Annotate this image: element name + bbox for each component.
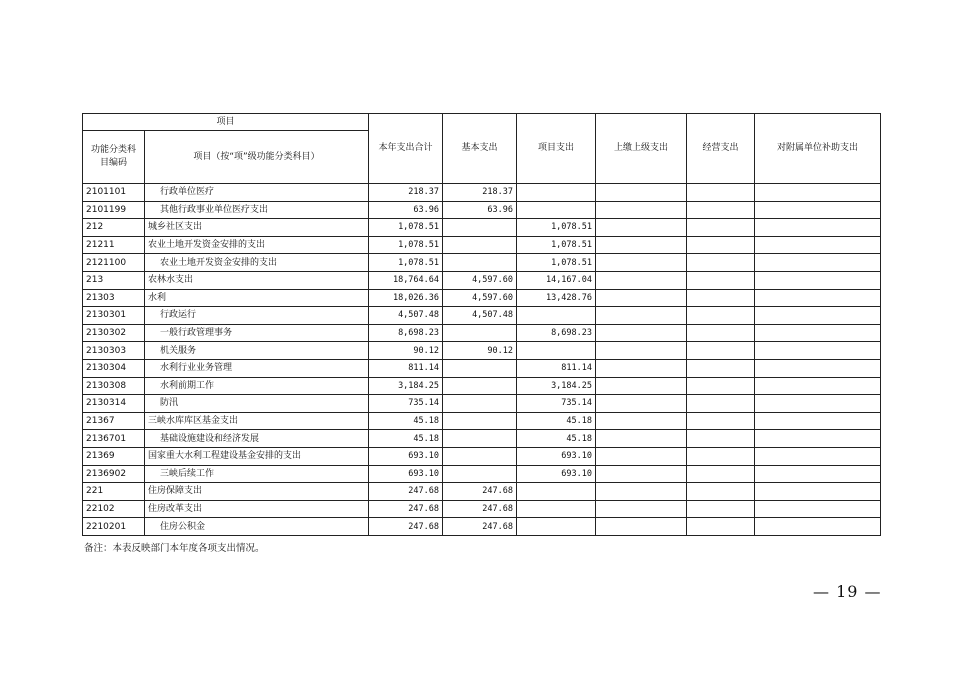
- row-code: 2130308: [83, 377, 145, 395]
- row-subsidy: [755, 359, 881, 377]
- row-code: 221: [83, 483, 145, 501]
- header-code: 功能分类科目编码: [83, 131, 145, 184]
- row-total: 3,184.25: [369, 377, 443, 395]
- row-subsidy: [755, 465, 881, 483]
- row-business: [687, 412, 755, 430]
- row-basic: 218.37: [443, 184, 517, 202]
- row-business: [687, 201, 755, 219]
- row-business: [687, 289, 755, 307]
- table-row: [83, 201, 881, 219]
- row-total: 247.68: [369, 518, 443, 536]
- row-subsidy: [755, 377, 881, 395]
- row-subsidy: [755, 289, 881, 307]
- table-row: [83, 289, 881, 307]
- row-total: 1,078.51: [369, 236, 443, 254]
- row-business: [687, 342, 755, 360]
- table-row: [83, 447, 881, 465]
- row-upper: [596, 518, 687, 536]
- row-upper: [596, 412, 687, 430]
- row-upper: [596, 254, 687, 272]
- row-upper: [596, 236, 687, 254]
- row-business: [687, 483, 755, 501]
- row-total: 693.10: [369, 465, 443, 483]
- row-project: 45.18: [517, 430, 596, 448]
- row-project: 1,078.51: [517, 236, 596, 254]
- row-total: 18,764.64: [369, 271, 443, 289]
- table-row: [83, 324, 881, 342]
- header-subsidy: 对附属单位补助支出: [755, 114, 881, 184]
- row-basic: 4,507.48: [443, 307, 517, 325]
- row-subsidy: [755, 201, 881, 219]
- table-body: [83, 184, 881, 536]
- row-total: 4,507.48: [369, 307, 443, 325]
- row-project: [517, 500, 596, 518]
- row-project: 45.18: [517, 412, 596, 430]
- table-row: [83, 377, 881, 395]
- row-subsidy: [755, 307, 881, 325]
- table-row: [83, 518, 881, 536]
- row-project: 14,167.04: [517, 271, 596, 289]
- table-row: [83, 430, 881, 448]
- row-code: 2210201: [83, 518, 145, 536]
- row-code: 2121100: [83, 254, 145, 272]
- row-subsidy: [755, 342, 881, 360]
- row-business: [687, 447, 755, 465]
- row-upper: [596, 184, 687, 202]
- row-upper: [596, 271, 687, 289]
- row-name: 农林水支出: [145, 271, 369, 289]
- row-upper: [596, 219, 687, 237]
- row-business: [687, 359, 755, 377]
- row-name: 行政单位医疗: [145, 184, 369, 202]
- header-project: 项目: [83, 114, 369, 131]
- row-basic: 247.68: [443, 483, 517, 501]
- row-basic: 247.68: [443, 518, 517, 536]
- row-basic: [443, 465, 517, 483]
- row-code: 2130302: [83, 324, 145, 342]
- row-code: 2136701: [83, 430, 145, 448]
- row-subsidy: [755, 184, 881, 202]
- row-project: [517, 483, 596, 501]
- row-basic: [443, 447, 517, 465]
- row-project: 1,078.51: [517, 254, 596, 272]
- row-basic: 4,597.60: [443, 271, 517, 289]
- row-project: [517, 342, 596, 360]
- row-subsidy: [755, 447, 881, 465]
- table-row: [83, 307, 881, 325]
- row-code: 2130301: [83, 307, 145, 325]
- table-note: 备注：本表反映部门本年度各项支出情况。: [84, 543, 265, 554]
- row-subsidy: [755, 430, 881, 448]
- row-business: [687, 254, 755, 272]
- row-project: [517, 518, 596, 536]
- row-subsidy: [755, 395, 881, 413]
- row-upper: [596, 395, 687, 413]
- row-business: [687, 236, 755, 254]
- table-row: [83, 254, 881, 272]
- row-project: 693.10: [517, 465, 596, 483]
- row-upper: [596, 447, 687, 465]
- row-project: 811.14: [517, 359, 596, 377]
- row-code: 21369: [83, 447, 145, 465]
- header-total: 本年支出合计: [369, 114, 443, 184]
- row-business: [687, 324, 755, 342]
- row-business: [687, 465, 755, 483]
- row-code: 22102: [83, 500, 145, 518]
- row-total: 811.14: [369, 359, 443, 377]
- table-row: [83, 219, 881, 237]
- row-project: [517, 201, 596, 219]
- row-basic: [443, 430, 517, 448]
- table-row: [83, 395, 881, 413]
- row-project: 13,428.76: [517, 289, 596, 307]
- row-name: 水利行业业务管理: [145, 359, 369, 377]
- row-name: 水利: [145, 289, 369, 307]
- header-upper-payment: 上缴上级支出: [596, 114, 687, 184]
- row-business: [687, 271, 755, 289]
- row-name: 住房保障支出: [145, 483, 369, 501]
- row-name: 农业土地开发资金安排的支出: [145, 254, 369, 272]
- row-basic: [443, 236, 517, 254]
- row-upper: [596, 201, 687, 219]
- row-code: 212: [83, 219, 145, 237]
- row-name: 住房公积金: [145, 518, 369, 536]
- row-total: 1,078.51: [369, 219, 443, 237]
- row-total: 8,698.23: [369, 324, 443, 342]
- row-upper: [596, 359, 687, 377]
- table-row: [83, 483, 881, 501]
- row-business: [687, 307, 755, 325]
- row-upper: [596, 307, 687, 325]
- page-number: — 19 —: [813, 582, 882, 601]
- row-business: [687, 395, 755, 413]
- row-business: [687, 377, 755, 395]
- row-basic: 247.68: [443, 500, 517, 518]
- row-business: [687, 184, 755, 202]
- row-total: 63.96: [369, 201, 443, 219]
- row-code: 213: [83, 271, 145, 289]
- expenditure-table: [82, 113, 881, 536]
- row-subsidy: [755, 271, 881, 289]
- row-project: 3,184.25: [517, 377, 596, 395]
- row-subsidy: [755, 518, 881, 536]
- row-business: [687, 518, 755, 536]
- row-code: 2130304: [83, 359, 145, 377]
- row-name: 一般行政管理事务: [145, 324, 369, 342]
- row-code: 2101101: [83, 184, 145, 202]
- row-name: 城乡社区支出: [145, 219, 369, 237]
- row-total: 735.14: [369, 395, 443, 413]
- row-basic: 4,597.60: [443, 289, 517, 307]
- row-name: 三峡后续工作: [145, 465, 369, 483]
- row-name: 住房改革支出: [145, 500, 369, 518]
- row-basic: [443, 412, 517, 430]
- row-upper: [596, 483, 687, 501]
- row-code: 2101199: [83, 201, 145, 219]
- row-business: [687, 430, 755, 448]
- row-total: 18,026.36: [369, 289, 443, 307]
- row-project: 693.10: [517, 447, 596, 465]
- table-row: [83, 342, 881, 360]
- row-total: 247.68: [369, 483, 443, 501]
- row-upper: [596, 324, 687, 342]
- row-name: 其他行政事业单位医疗支出: [145, 201, 369, 219]
- row-name: 行政运行: [145, 307, 369, 325]
- row-subsidy: [755, 324, 881, 342]
- table-row: [83, 271, 881, 289]
- row-upper: [596, 289, 687, 307]
- row-basic: [443, 254, 517, 272]
- row-total: 45.18: [369, 430, 443, 448]
- row-code: 21367: [83, 412, 145, 430]
- row-name: 防汛: [145, 395, 369, 413]
- row-basic: [443, 219, 517, 237]
- row-total: 90.12: [369, 342, 443, 360]
- row-basic: 63.96: [443, 201, 517, 219]
- row-subsidy: [755, 236, 881, 254]
- row-subsidy: [755, 254, 881, 272]
- row-basic: [443, 395, 517, 413]
- table-row: [83, 465, 881, 483]
- row-project: [517, 307, 596, 325]
- row-upper: [596, 500, 687, 518]
- row-code: 2136902: [83, 465, 145, 483]
- row-total: 693.10: [369, 447, 443, 465]
- row-business: [687, 219, 755, 237]
- row-business: [687, 500, 755, 518]
- row-subsidy: [755, 500, 881, 518]
- row-upper: [596, 465, 687, 483]
- row-name: 水利前期工作: [145, 377, 369, 395]
- header-name: 项目（按“项”级功能分类科目）: [145, 131, 369, 184]
- row-name: 国家重大水利工程建设基金安排的支出: [145, 447, 369, 465]
- row-subsidy: [755, 483, 881, 501]
- row-total: 218.37: [369, 184, 443, 202]
- table-row: [83, 184, 881, 202]
- row-code: 2130303: [83, 342, 145, 360]
- header-business: 经营支出: [687, 114, 755, 184]
- row-basic: [443, 359, 517, 377]
- row-code: 2130314: [83, 395, 145, 413]
- row-project: 735.14: [517, 395, 596, 413]
- row-basic: [443, 377, 517, 395]
- row-name: 农业土地开发资金安排的支出: [145, 236, 369, 254]
- row-total: 45.18: [369, 412, 443, 430]
- row-project: 1,078.51: [517, 219, 596, 237]
- row-upper: [596, 430, 687, 448]
- row-subsidy: [755, 412, 881, 430]
- table-row: [83, 500, 881, 518]
- row-total: 1,078.51: [369, 254, 443, 272]
- row-upper: [596, 377, 687, 395]
- row-code: 21303: [83, 289, 145, 307]
- row-subsidy: [755, 219, 881, 237]
- row-project: [517, 184, 596, 202]
- table-row: [83, 412, 881, 430]
- row-code: 21211: [83, 236, 145, 254]
- row-name: 三峡水库库区基金支出: [145, 412, 369, 430]
- table-row: [83, 236, 881, 254]
- row-name: 机关服务: [145, 342, 369, 360]
- row-basic: [443, 324, 517, 342]
- row-upper: [596, 342, 687, 360]
- header-basic: 基本支出: [443, 114, 517, 184]
- row-name: 基础设施建设和经济发展: [145, 430, 369, 448]
- row-project: 8,698.23: [517, 324, 596, 342]
- row-total: 247.68: [369, 500, 443, 518]
- row-basic: 90.12: [443, 342, 517, 360]
- table-row: [83, 359, 881, 377]
- header-project-expenditure: 项目支出: [517, 114, 596, 184]
